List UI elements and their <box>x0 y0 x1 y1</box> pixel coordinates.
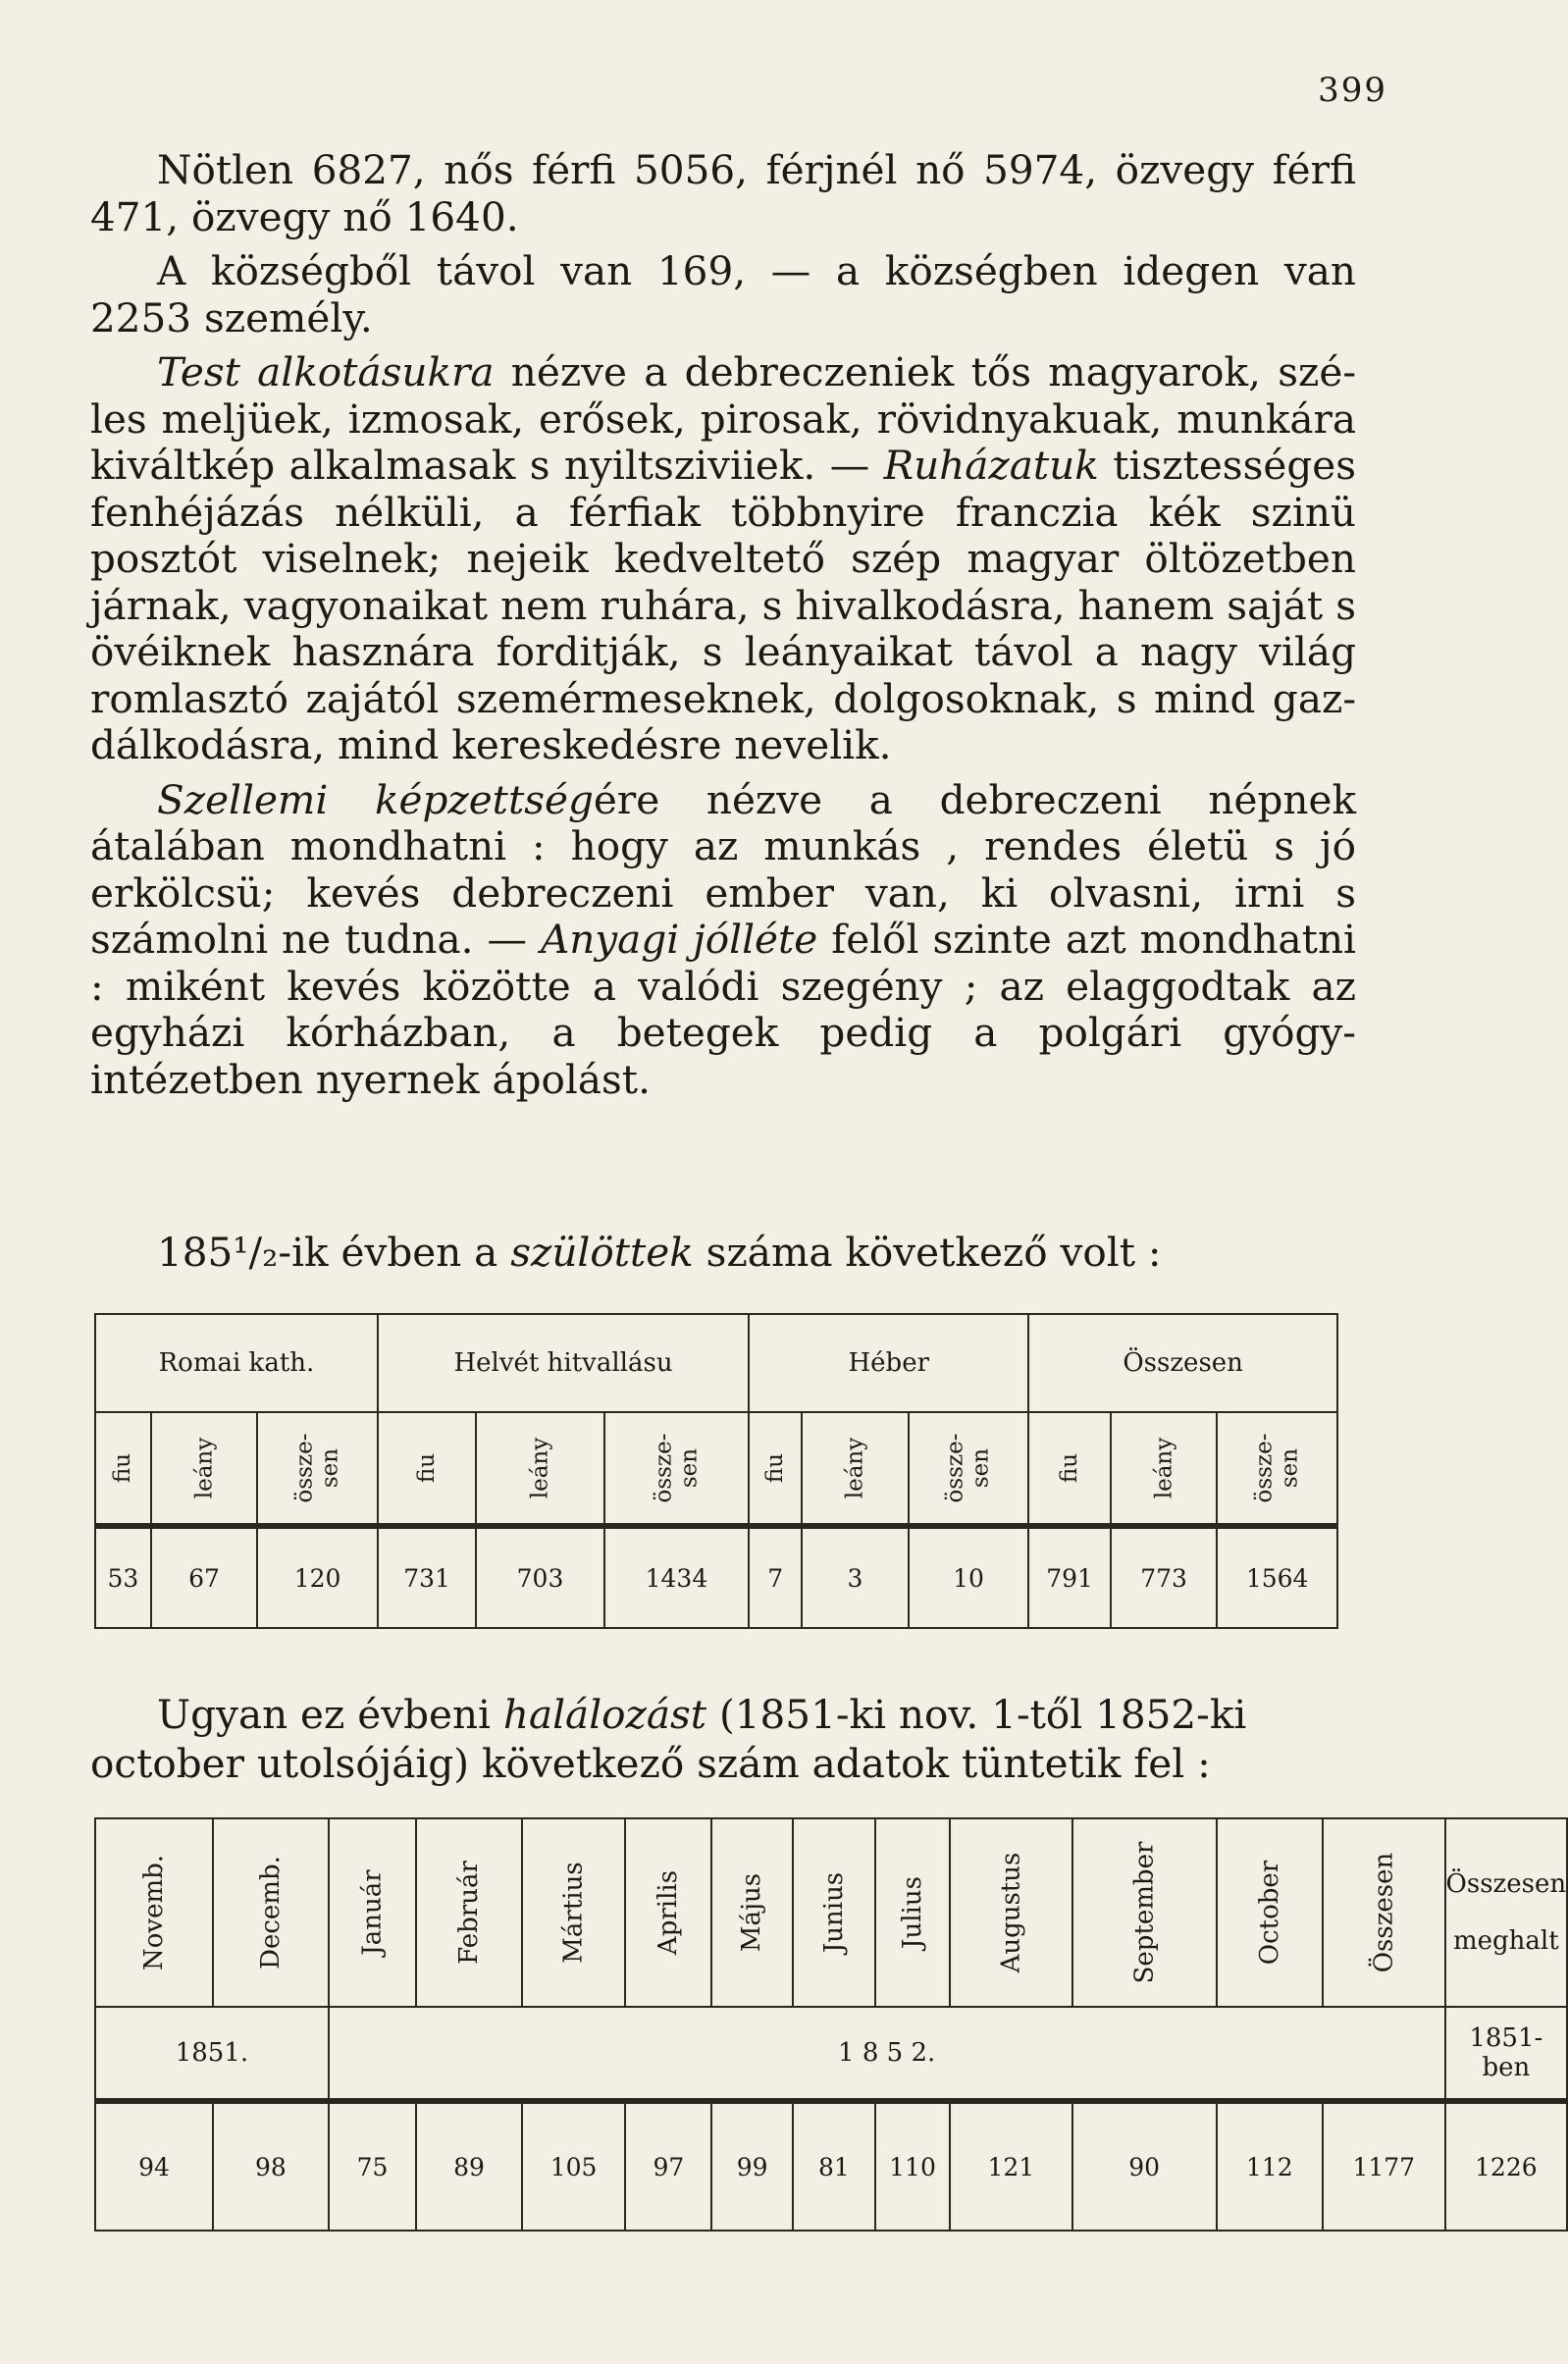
deaths-value: 105 <box>522 2101 625 2231</box>
deaths-month-header <box>329 1818 416 2007</box>
deaths-value: 90 <box>1072 2101 1217 2231</box>
deaths-caption-post: (1851-ki nov. 1-től 1852-ki october utolsójáig) következő szám adatok tüntetik fel : <box>90 1691 1247 1787</box>
italic-text: Ruházatuk <box>883 442 1099 489</box>
italic-text: Test alkotásukra <box>157 348 495 395</box>
deaths-month-header <box>950 1818 1072 2007</box>
deaths-year-row <box>95 2007 1567 2101</box>
deaths-value: 94 <box>95 2101 213 2231</box>
births-subheader <box>802 1412 908 1526</box>
births-subheader <box>95 1412 151 1526</box>
births-subheader <box>749 1412 802 1526</box>
births-value: 791 <box>1028 1526 1111 1628</box>
births-subheader <box>1028 1412 1111 1526</box>
deaths-month-header <box>1217 1818 1323 2007</box>
page-number: 399 <box>1318 71 1387 110</box>
deaths-caption-pre: Ugyan ez évbeni <box>157 1691 503 1738</box>
deaths-table <box>94 1817 1568 2232</box>
deaths-value: 110 <box>875 2101 950 2231</box>
deaths-month-header <box>625 1818 711 2007</box>
text-segment: felől szinte azt mondhatni : miként kevés közötte a valódi szegény ; az elaggodtak az egyházi kórházban, a betegek pedig a polgári gyógy-intézetben nyernek ápolást. <box>90 916 1356 1103</box>
births-caption <box>157 1229 1162 1276</box>
deaths-month-header <box>875 1818 950 2007</box>
deaths-year-1851: 1851. <box>95 2007 329 2101</box>
text-segment: Nötlen 6827, nős férfi 5056, férjnél nő 5974, özvegy férfi 471, özvegy nő 1640. <box>90 146 1356 240</box>
deaths-year-total: 1851-ben <box>1445 2007 1568 2101</box>
paragraph <box>90 248 1356 341</box>
births-subheader-label: leány <box>1151 1437 1177 1499</box>
italic-text: Anyagi jólléte <box>540 916 818 963</box>
deaths-month-label: Összesen <box>1369 1852 1399 1973</box>
deaths-month-label: Aprilis <box>653 1869 684 1956</box>
births-subheader <box>151 1412 257 1526</box>
body-text <box>90 147 1356 1111</box>
deaths-month-header <box>416 1818 522 2007</box>
births-subheader <box>1217 1412 1337 1526</box>
deaths-month-header <box>95 1818 213 2007</box>
deaths-value: 89 <box>416 2101 522 2231</box>
births-subheader-label: leány <box>527 1437 553 1499</box>
deaths-value: 81 <box>793 2101 875 2231</box>
births-subheader-label: leány <box>191 1437 218 1499</box>
deaths-month-header <box>1072 1818 1217 2007</box>
deaths-month-label: October <box>1254 1860 1284 1966</box>
deaths-value: 99 <box>711 2101 792 2231</box>
births-subheader <box>1111 1412 1217 1526</box>
deaths-month-label: Julius <box>898 1876 928 1949</box>
births-subheader-label: fiu <box>762 1452 789 1484</box>
deaths-value: 1226 <box>1445 2101 1568 2231</box>
text-segment: A községből távol van 169, — a községben idegen van 2253 személy. <box>90 247 1356 341</box>
births-subheader <box>378 1412 476 1526</box>
deaths-month-header <box>793 1818 875 2007</box>
deaths-year-1852: 1 8 5 2. <box>329 2007 1445 2101</box>
births-subheader <box>257 1412 378 1526</box>
deaths-value: 98 <box>213 2101 329 2231</box>
births-value: 703 <box>476 1526 603 1628</box>
paragraph <box>90 777 1356 1104</box>
births-caption-post: száma következő volt : <box>693 1229 1162 1276</box>
deaths-value: 97 <box>625 2101 711 2231</box>
deaths-month-label: Május <box>737 1872 767 1953</box>
births-group-header: Helvét hitvallásu <box>378 1314 749 1412</box>
deaths-month-label: Február <box>454 1861 485 1965</box>
deaths-value: 75 <box>329 2101 416 2231</box>
text-segment: nézve a debreczeniek tős magyarok, széles meljüek, izmosak, erősek, pirosak, rövidnyakuak, munkára kiváltkép alkalmasak s nyiltsziviiek. — <box>90 348 1356 489</box>
births-subheader-label: leány <box>842 1437 868 1499</box>
births-subheader-label: össze- sen <box>942 1433 994 1503</box>
paragraph <box>90 147 1356 240</box>
deaths-month-label: Junius <box>818 1871 849 1954</box>
deaths-header-row <box>95 1818 1567 2007</box>
births-group-header: Romai kath. <box>95 1314 378 1412</box>
births-subheader-label: össze- sen <box>1251 1433 1303 1503</box>
births-value: 773 <box>1111 1526 1217 1628</box>
births-group-header: Héber <box>749 1314 1028 1412</box>
births-value: 1434 <box>604 1526 750 1628</box>
births-subheader-label: fiu <box>110 1452 136 1484</box>
deaths-value: 1177 <box>1323 2101 1445 2231</box>
births-subheader <box>909 1412 1029 1526</box>
births-subheader-label: össze- sen <box>291 1433 343 1503</box>
births-values-row <box>95 1526 1337 1628</box>
births-subheader-label: fiu <box>414 1452 441 1484</box>
text-segment: tisztességes fenhéjázás nélküli, a férfiak többnyire franczia kék szinü posztót viselnek; nejeik kedveltető szép magyar öltözetben járnak, vagyonaikat nem ruhára, s hivalkodásra, hanem saját s övéiknek hasznára forditják, s leányaikat távol a nagy világ romlasztó zajától szemérmeseknek, dolgosoknak, s mind gazdálkodásra, mind kereskedésre nevelik. <box>90 442 1356 768</box>
births-table <box>94 1313 1338 1629</box>
paragraph <box>90 349 1356 769</box>
births-group-header-row <box>95 1314 1337 1412</box>
births-value: 120 <box>257 1526 378 1628</box>
births-subheader-label: fiu <box>1057 1452 1083 1484</box>
deaths-month-header <box>213 1818 329 2007</box>
births-subheader-label: össze- sen <box>651 1433 703 1503</box>
births-caption-pre: 185¹/₂-ik évben a <box>157 1229 511 1276</box>
births-value: 53 <box>95 1526 151 1628</box>
deaths-total-header: Összesen meghalt <box>1445 1818 1568 2007</box>
births-subheader <box>476 1412 603 1526</box>
births-caption-em: szülöttek <box>510 1229 694 1276</box>
italic-text: Szellemi képzettség <box>157 775 594 823</box>
births-value: 1564 <box>1217 1526 1337 1628</box>
deaths-month-label: Augustus <box>996 1852 1026 1973</box>
deaths-value: 121 <box>950 2101 1072 2231</box>
deaths-value: 112 <box>1217 2101 1323 2231</box>
deaths-month-header <box>1323 1818 1445 2007</box>
deaths-values-row <box>95 2101 1567 2231</box>
deaths-month-header <box>711 1818 792 2007</box>
births-value: 3 <box>802 1526 908 1628</box>
births-group-header: Összesen <box>1028 1314 1337 1412</box>
births-value: 10 <box>909 1526 1029 1628</box>
deaths-month-header <box>522 1818 625 2007</box>
births-value: 7 <box>749 1526 802 1628</box>
deaths-caption <box>90 1690 1356 1788</box>
deaths-caption-em: halálozást <box>502 1691 707 1738</box>
text-segment: ére nézve a debreczeni népnek átalában mondhatni : hogy az munkás , rendes életü s jó erkölcsü; kevés debreczeni ember van, ki olvasni, irni s számolni ne tudna. — <box>90 775 1356 963</box>
deaths-month-label: Decemb. <box>255 1856 286 1970</box>
deaths-month-label: Mártius <box>558 1862 589 1964</box>
births-subheader <box>604 1412 750 1526</box>
births-subheader-row <box>95 1412 1337 1526</box>
births-value: 731 <box>378 1526 476 1628</box>
deaths-month-label: Január <box>357 1869 388 1956</box>
deaths-month-label: September <box>1129 1841 1160 1984</box>
deaths-month-label: Novemb. <box>139 1854 170 1971</box>
births-value: 67 <box>151 1526 257 1628</box>
